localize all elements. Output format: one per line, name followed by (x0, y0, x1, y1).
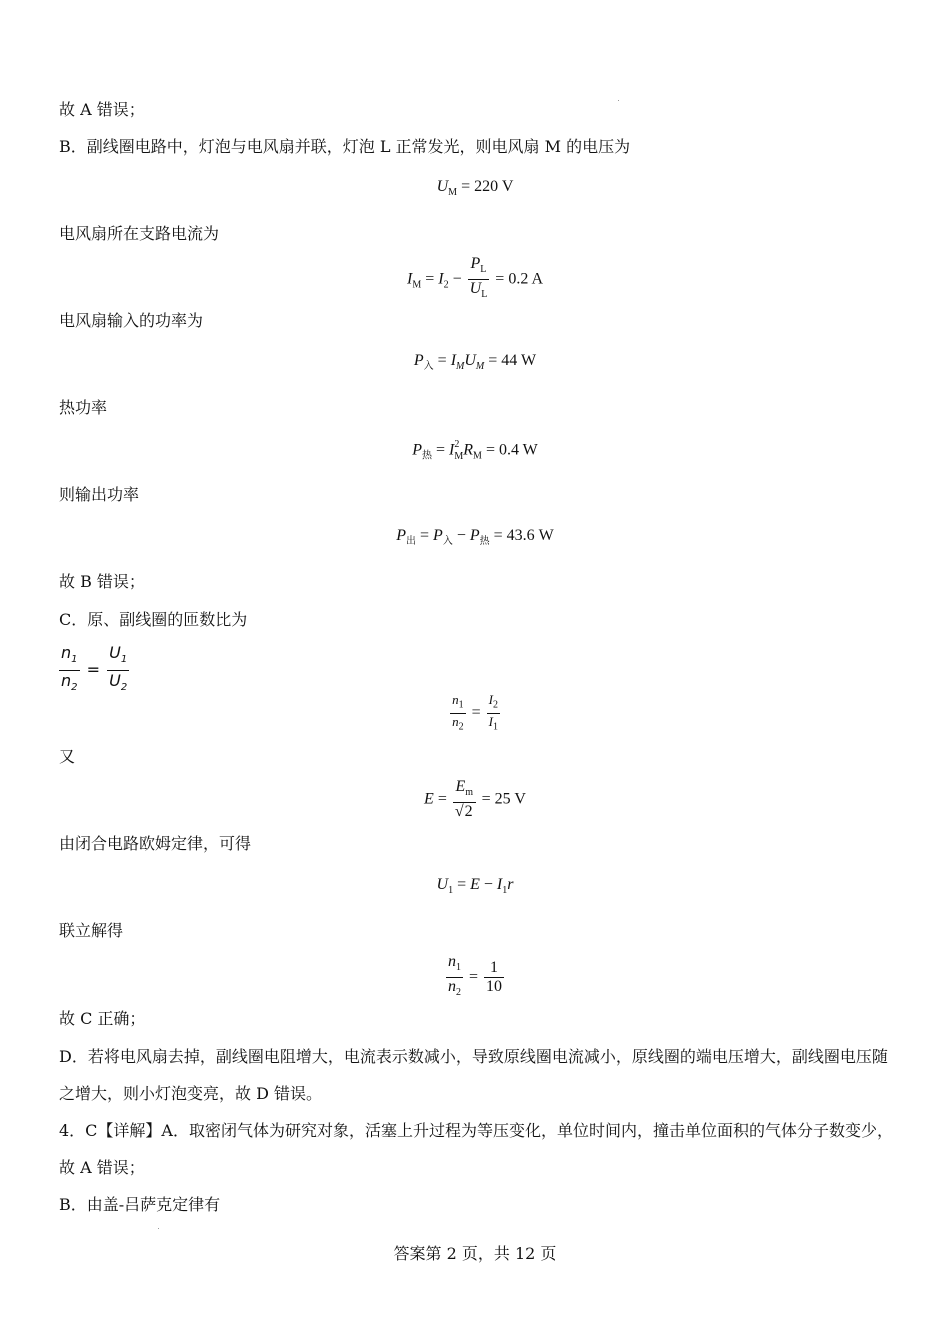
text-line: 由闭合电路欧姆定律，可得 (59, 834, 252, 853)
text-line: 电风扇输入的功率为 (59, 311, 204, 330)
text-line: 电风扇所在支路电流为 (59, 224, 220, 243)
text-line: 故 A 错误； (59, 100, 145, 119)
text-line: 又 (59, 747, 76, 766)
paragraph-4: 4．C【详解】A．取密闭气体为研究对象，活塞上升过程为等压变化，单位时间内，撞击单位面积的气体分子数变少，故 A 错误； (59, 1121, 893, 1177)
equation-p-heat: $P_热 = I^2_MR_M = 0.4$ W (412, 439, 538, 462)
equation-ratio-result: $\frac{n_1}{n_2}$ = $\frac{1}{10}$ (447, 953, 503, 999)
equation-p-out: $P_出 = P_入 - P_热 = 43.6$ W (396, 527, 554, 548)
equation-turns-current: $\frac{n_1}{n_2}$ = $\frac{I_2}{I_1}$ (452, 692, 498, 733)
text-line: 热功率 (59, 398, 108, 417)
equation-um: $U_M = 220$ V (436, 178, 514, 199)
text-line: B．由盖-吕萨克定律有 (59, 1195, 221, 1214)
text-line: 则输出功率 (59, 485, 140, 504)
equation-p-in: $P_入 = I_MU_M = 44$ W (413, 352, 537, 373)
speck (158, 1228, 159, 1229)
speck (618, 100, 619, 101)
text-line: B．副线圈电路中，灯泡与电风扇并联，灯泡 L 正常发光，则电风扇 M 的电压为 (59, 137, 631, 156)
text-line: 联立解得 (59, 921, 124, 940)
page-footer: 答案第 2 页，共 12 页 (393, 1244, 557, 1263)
equation-emf: E = $\frac{E_m}{√2}$ = 25 V (424, 778, 526, 821)
paragraph-d: D．若将电风扇去掉，副线圈电阻增大，电流表示数减小，导致原线圈电流减小，原线圈的端电压增大，副线圈电压随之增大，则小灯泡变亮，故 D 错误。 (59, 1047, 888, 1103)
equation-u1: $U_1 = E - I_1r$ (436, 876, 514, 897)
equation-turns-voltage: $\frac{n_1}{n_2}$ = $\frac{U_1}{U_2}$ (61, 643, 128, 694)
equation-im: $I_M = I_2$ − $\frac{P_L}{U_L}$ = 0.2 A (407, 255, 543, 301)
text-line: 故 B 错误； (59, 572, 145, 591)
text-line: C．原、副线圈的匝数比为 (59, 610, 248, 629)
text-line: 故 C 正确； (59, 1009, 146, 1028)
